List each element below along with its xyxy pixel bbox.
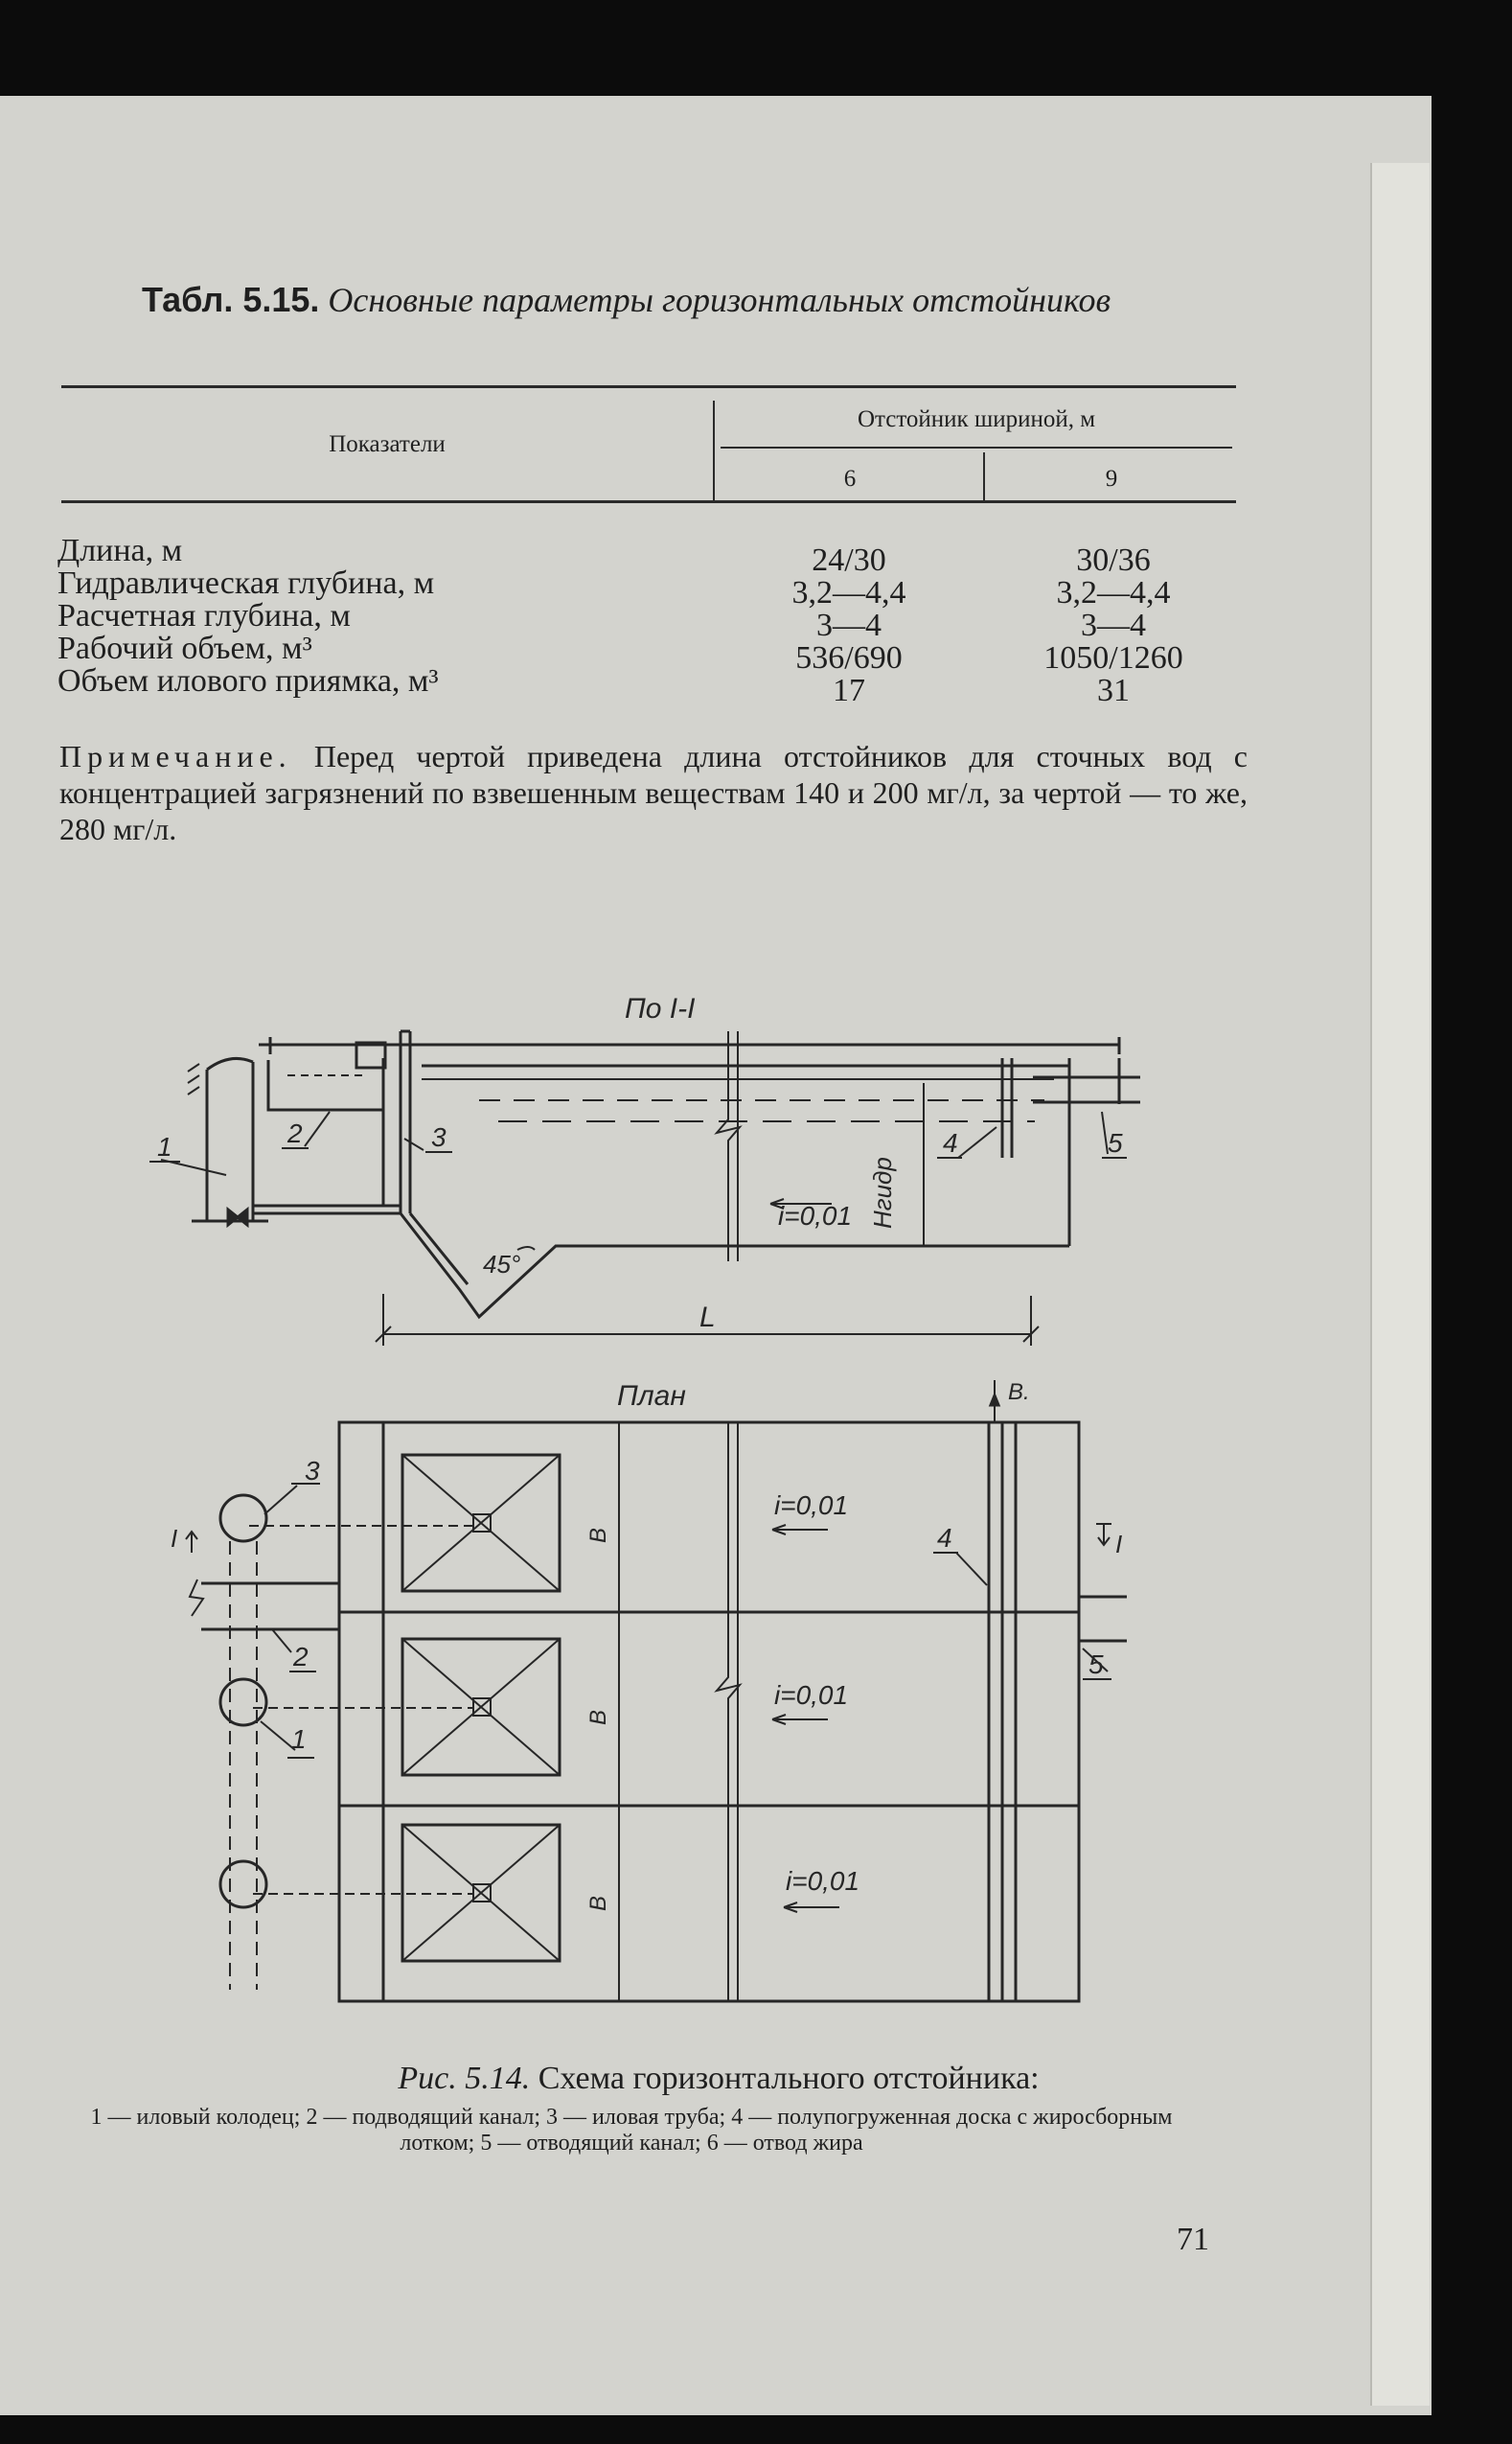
- inlet-box: [356, 1043, 385, 1068]
- cell-w9: 3—4: [1081, 608, 1146, 643]
- soil-hatch: [188, 1064, 199, 1095]
- hopper-pipe: [410, 1213, 468, 1284]
- callout-3: 3: [305, 1456, 320, 1486]
- cell-w6: 24/30: [812, 542, 886, 578]
- channel-break: [190, 1579, 203, 1616]
- table-number: Табл. 5.15.: [142, 280, 320, 319]
- sludge-well-plan: [220, 1679, 266, 1725]
- callout-leader: [272, 1629, 291, 1652]
- cell-w9: 31: [1097, 673, 1130, 708]
- callout-4: 4: [937, 1523, 952, 1553]
- width-label: B: [585, 1895, 611, 1911]
- plan-slope-label: i=0,01: [774, 1680, 849, 1710]
- callout-2: 2: [293, 1642, 309, 1672]
- cell-w6: 17: [833, 673, 865, 708]
- sludge-well-plan: [220, 1861, 266, 1907]
- figure-legend: 1 — иловый колодец; 2 — подводящий канал; 3 — иловая труба; 4 — полупогруженная доска с жиросборным лотком; 5 — отводящий канал; 6 — отвод жира: [90, 2105, 1173, 2156]
- angle-arc: [517, 1247, 535, 1250]
- note-lead: Примечание.: [59, 739, 292, 773]
- section-mark: I: [171, 1524, 178, 1553]
- callout-leader: [305, 1112, 330, 1146]
- callout-leader: [958, 1127, 997, 1158]
- inlet-channel: [268, 1058, 383, 1110]
- callout-2: 2: [287, 1118, 303, 1148]
- plan-break-mark: [717, 1422, 740, 2001]
- callout-leader: [956, 1553, 987, 1585]
- callout-1: 1: [291, 1724, 307, 1754]
- caption-title: Схема горизонтального отстойника:: [538, 2061, 1040, 2096]
- callout-3: 3: [431, 1122, 447, 1152]
- edge-arrow: [991, 1395, 998, 1405]
- sludge-well-plan: [220, 1495, 266, 1541]
- length-label: L: [699, 1302, 716, 1333]
- cell-w6: 3,2—4,4: [791, 575, 906, 611]
- drain-pipe: [253, 1206, 401, 1213]
- collector-pipe: [230, 1541, 257, 1990]
- caption-prefix: Рис. 5.14.: [398, 2061, 531, 2096]
- header-col-9: 9: [1105, 466, 1118, 492]
- callout-5: 5: [1108, 1128, 1123, 1158]
- depth-label: Hгидр: [868, 1157, 897, 1229]
- row-label: Длина, м: [57, 533, 183, 568]
- figure-caption: [240, 2061, 1198, 2097]
- row-label: Гидравлическая глубина, м: [57, 565, 435, 601]
- plan-title: План: [617, 1380, 686, 1412]
- callout-4: 4: [943, 1128, 958, 1158]
- section-arrows: [186, 1524, 1111, 1553]
- slope-label: i=0,01: [778, 1201, 853, 1231]
- row-label: Рабочий объем, м³: [57, 631, 312, 666]
- section-title: По I-I: [625, 993, 696, 1025]
- row-label: Объем илового приямка, м³: [57, 663, 439, 699]
- callout-5: 5: [1088, 1649, 1104, 1679]
- plan-slope-label: i=0,01: [774, 1490, 849, 1520]
- sludge-hopper: [249, 1455, 560, 1591]
- section-mark: I: [1115, 1530, 1123, 1558]
- sludge-well: [207, 1058, 253, 1221]
- header-indicators: Показатели: [329, 431, 446, 457]
- page-number: 71: [1177, 2222, 1209, 2257]
- angle-label: 45°: [483, 1250, 521, 1279]
- table-caption: Основные параметры горизонтальных отстойников: [328, 281, 1111, 319]
- cell-w9: 3,2—4,4: [1056, 575, 1171, 611]
- header-col-6: 6: [843, 466, 857, 492]
- edge-label: B.: [1008, 1379, 1030, 1405]
- callout-1: 1: [157, 1132, 172, 1162]
- header-width-group: Отстойник шириной, м: [857, 406, 1096, 432]
- outlet-channel-plan: [1079, 1597, 1127, 1641]
- plan-callouts: [261, 1484, 1111, 1758]
- cell-w9: 1050/1260: [1043, 640, 1183, 676]
- inlet-channel-plan: [201, 1583, 339, 1629]
- callout-leader: [404, 1139, 424, 1150]
- row-label: Расчетная глубина, м: [57, 598, 351, 634]
- cell-w9: 30/36: [1076, 542, 1151, 578]
- sludge-hopper: [253, 1825, 560, 1961]
- callout-leader: [261, 1721, 295, 1750]
- cell-w6: 3—4: [816, 608, 882, 643]
- plan-outline: [339, 1422, 1079, 2001]
- plan-slope-arrows: [772, 1525, 839, 1912]
- plan-slope-label: i=0,01: [786, 1866, 860, 1896]
- cell-w6: 536/690: [795, 640, 903, 676]
- callout-leader: [264, 1486, 297, 1514]
- width-label: B: [585, 1709, 611, 1725]
- width-label: B: [585, 1527, 611, 1543]
- valve-icon: [228, 1210, 247, 1225]
- note-text: Перед чертой приведена длина отстойников для сточных вод с концентрацией загрязнений по взвешенным веществам 140 и 200 мг/л, за чертой — то же, 280 мг/л.: [59, 739, 1249, 846]
